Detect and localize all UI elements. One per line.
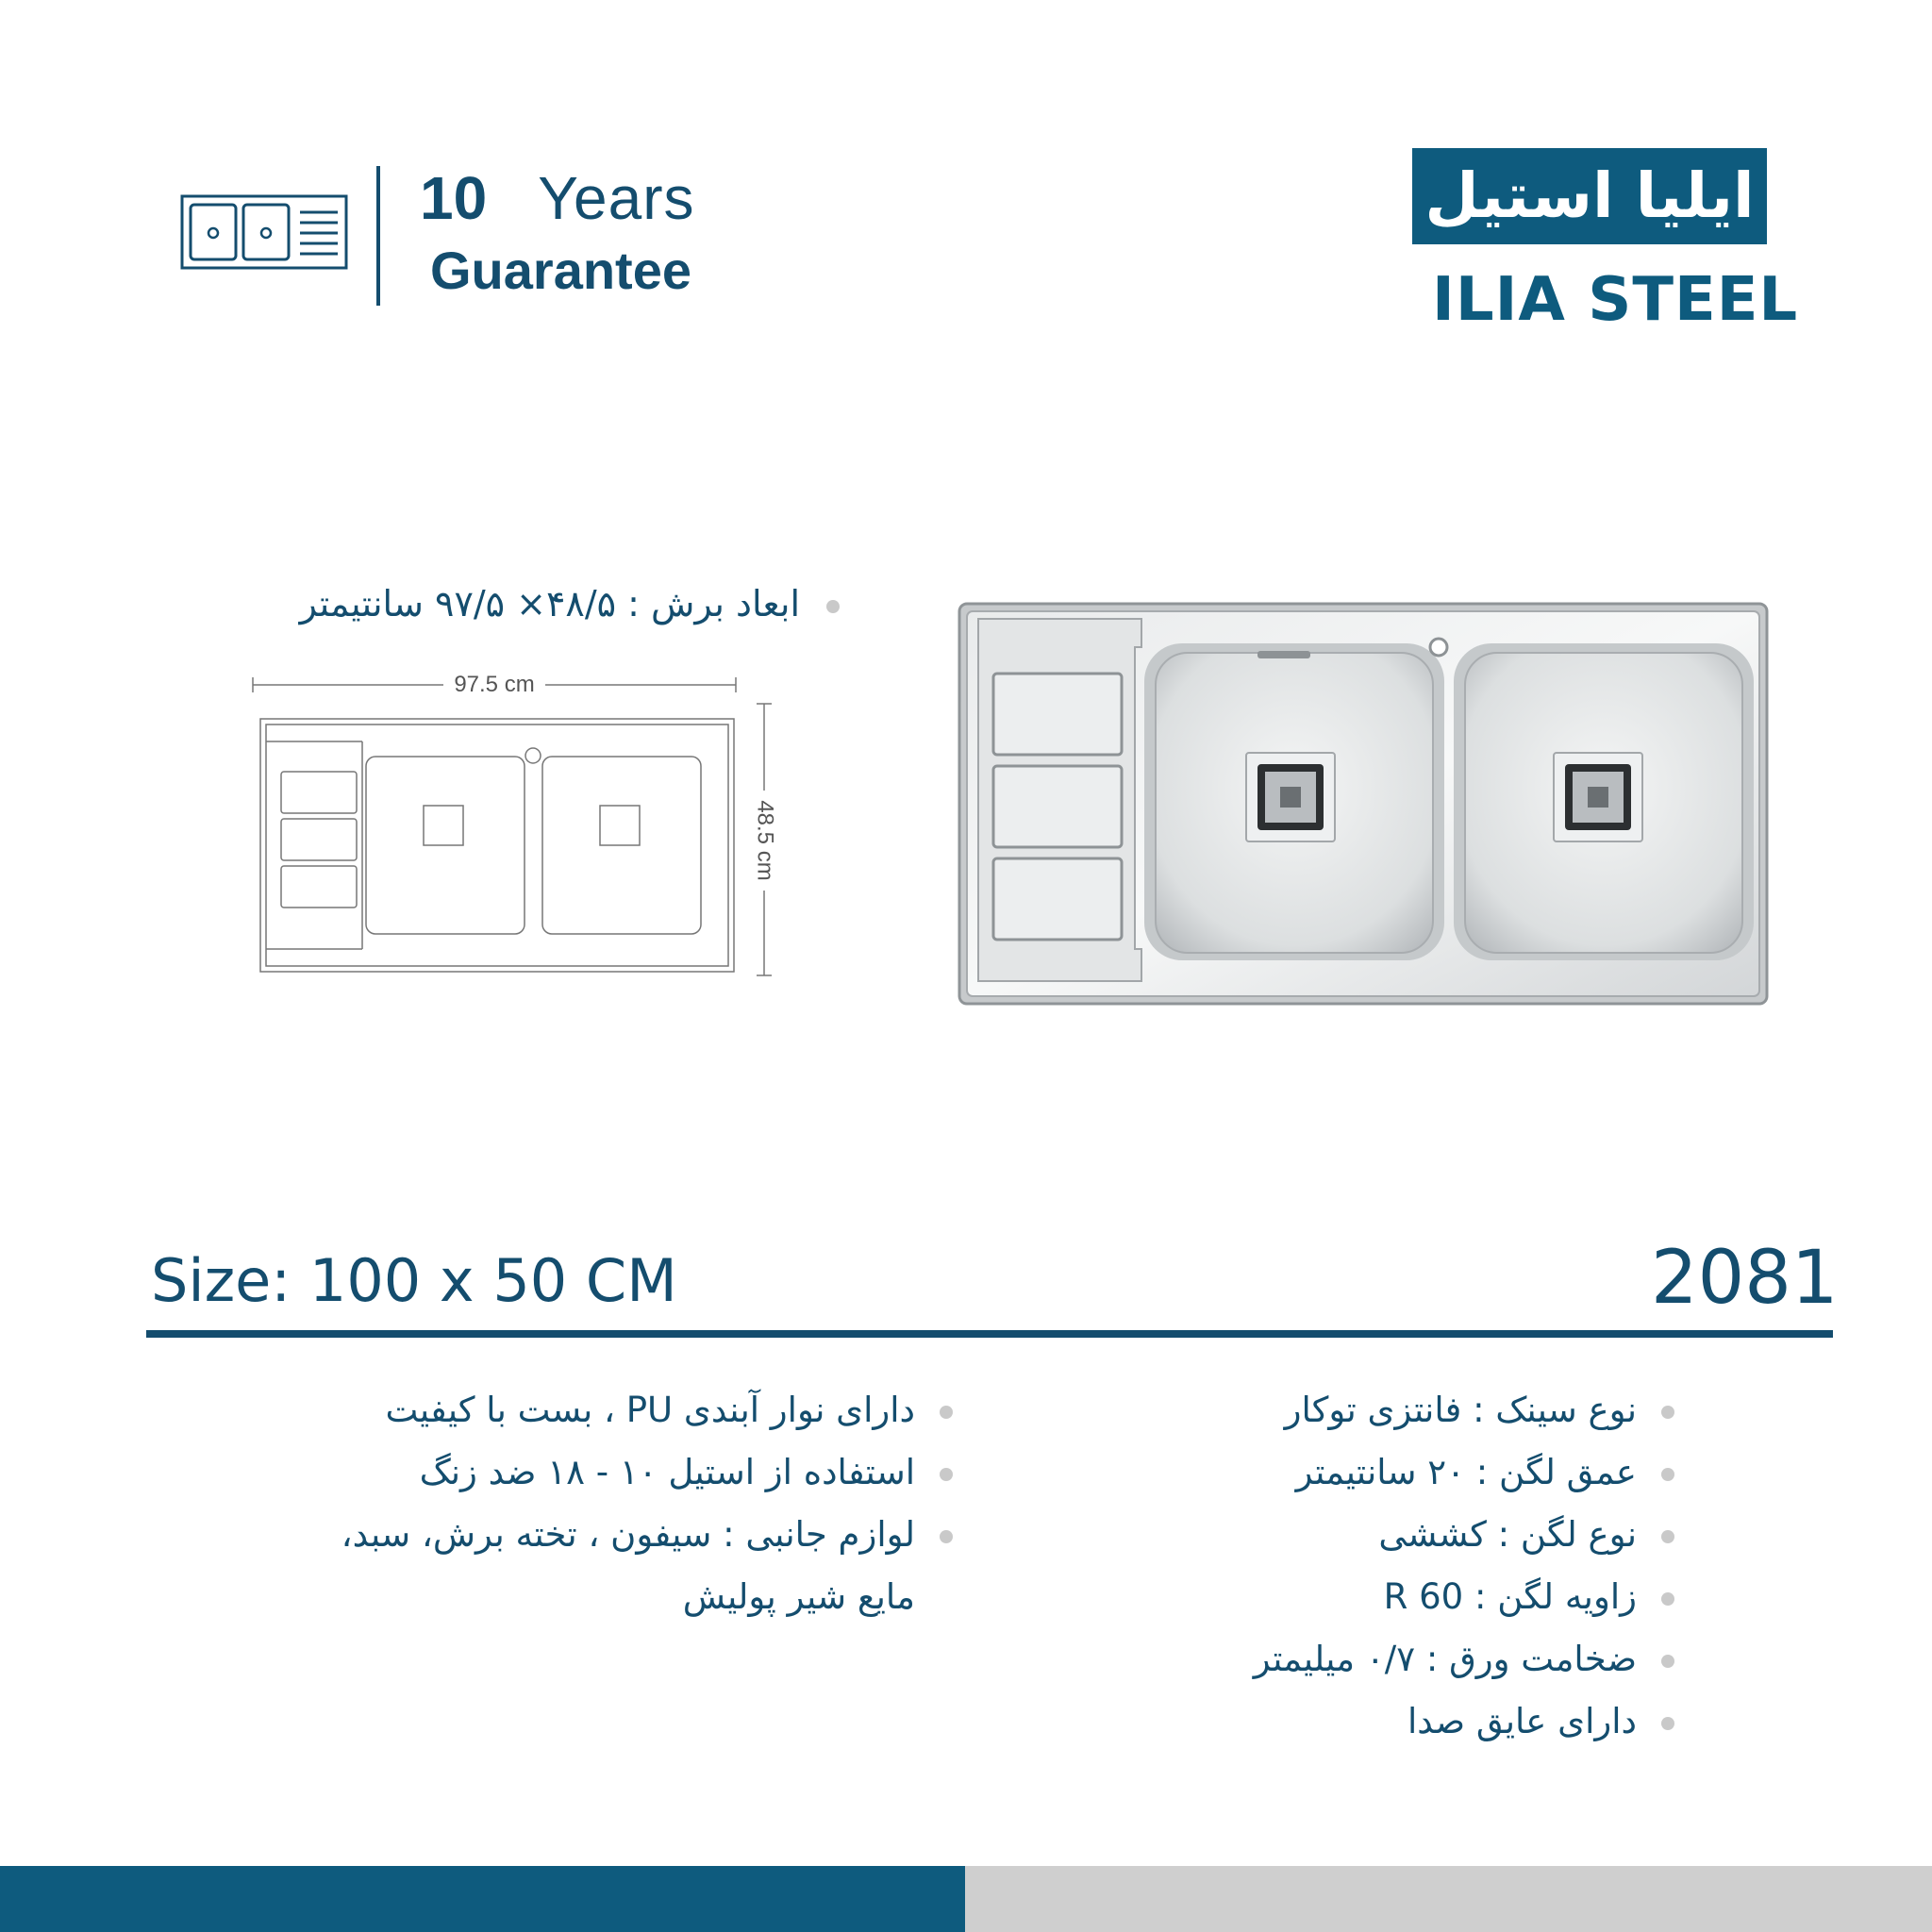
bullet-icon: [940, 1406, 953, 1419]
double-sink-icon: [179, 193, 349, 271]
logo-english-text: ILIA STEEL: [1432, 265, 1799, 335]
list-item: لوازم جانبی : سیفون ، تخته برش، سبد،: [311, 1504, 953, 1566]
bullet-icon: [826, 600, 840, 613]
list-item: دارای نوار آبندی PU ، بست با کیفیت: [311, 1379, 953, 1441]
drawing-width-label: 97.5 cm: [454, 672, 535, 697]
model-number: 2081: [1651, 1236, 1839, 1321]
cut-dimensions: [198, 577, 840, 630]
spec-list-right: [1170, 1379, 1674, 1753]
bullet-icon: [1661, 1530, 1674, 1543]
technical-drawing: [247, 666, 785, 977]
bullet-icon: [1661, 1655, 1674, 1668]
section-divider: [146, 1330, 1833, 1338]
list-item: عمق لگن : ۲۰ سانتیمتر: [1170, 1441, 1674, 1504]
brand-logo: [1412, 148, 1767, 244]
drawing-height-label: 48.5 cm: [752, 800, 778, 881]
list-item: استفاده از استیل ۱۰ - ۱۸ ضد زنگ: [311, 1441, 953, 1504]
list-item: زاویه لگن : R 60: [1170, 1566, 1674, 1628]
size-label: Size: 100 x 50 CM: [151, 1246, 677, 1315]
bullet-icon: [940, 1468, 953, 1481]
footer-bar-gray: [965, 1866, 1932, 1932]
list-item: نوع سینک : فانتزی توکار: [1170, 1379, 1674, 1441]
bullet-icon: [1661, 1406, 1674, 1419]
guarantee-number: 10: [420, 164, 488, 232]
spec-list-left: [311, 1379, 953, 1628]
sink-product-image: [958, 600, 1769, 1008]
guarantee-years: [420, 160, 695, 236]
guarantee-label: Guarantee: [430, 241, 691, 300]
list-item: نوع لگن : کششی: [1170, 1504, 1674, 1566]
list-item: ضخامت ورق : ۰/۷ میلیمتر: [1170, 1628, 1674, 1690]
guarantee-years-word: Years: [538, 164, 695, 232]
bullet-icon: [1661, 1592, 1674, 1606]
bullet-icon: [940, 1530, 953, 1543]
bullet-icon: [1661, 1717, 1674, 1730]
list-item: دارای عایق صدا: [1170, 1690, 1674, 1753]
list-item-continuation: مایع شیر پولیش: [682, 1576, 915, 1617]
guarantee-divider: [376, 166, 380, 306]
footer-bar-blue: [0, 1866, 965, 1932]
logo-persian-text: ایلیا استیل: [1424, 159, 1755, 232]
cut-dimensions-text: ابعاد برش : ۴۸/۵× ۹۷/۵ سانتیمتر: [299, 583, 800, 625]
bullet-icon: [1661, 1468, 1674, 1481]
